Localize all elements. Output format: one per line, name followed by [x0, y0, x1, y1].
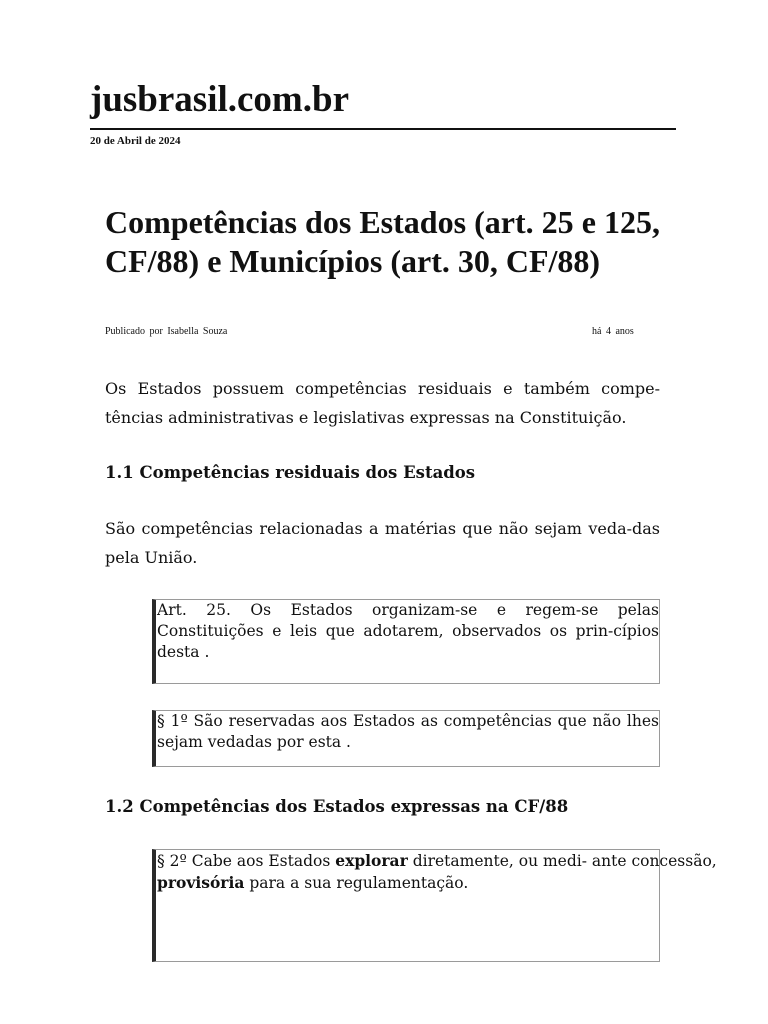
- site-name: jusbrasil.com.br: [90, 79, 349, 120]
- publication-date: 20 de Abril de 2024: [90, 135, 181, 147]
- intro-paragraph: Os Estados possuem competências residuais e também compe-tências administrativas e legislativas expressas na Constituição.: [105, 379, 660, 427]
- quote-line-1-suffix: diretamente, ou medi- ante concessão,: [407, 852, 717, 870]
- quote-line-2-suffix: para a sua regulamentação.: [244, 874, 469, 892]
- quote-art-25-text: Art. 25. Os Estados organizam-se e regem-se pelas Constituições e leis que adotarem, observados os prin-cípios desta .: [157, 601, 659, 661]
- quote-paragraph-2-line-1: [157, 850, 717, 872]
- quote-bold-explorar: explorar: [335, 851, 408, 870]
- residuais-paragraph: São competências relacionadas a matérias que não sejam veda-das pela União.: [105, 519, 660, 567]
- quote-paragraph-1: [152, 710, 660, 767]
- article-byline: Publicado por Isabella Souza: [105, 326, 228, 337]
- quote-art-25: [152, 599, 660, 684]
- quote-bold-provisoria: provisória: [157, 873, 245, 892]
- quote-line-1-prefix: § 2º Cabe aos Estados: [157, 852, 336, 870]
- article-age: há 4 anos: [592, 326, 634, 337]
- quote-paragraph-1-text: § 1º São reservadas aos Estados as competências que não lhes sejam vedadas por esta .: [157, 712, 659, 751]
- header-divider: [90, 128, 676, 130]
- section-heading-expressas: 1.2 Competências dos Estados expressas na CF/88: [105, 797, 569, 816]
- quote-paragraph-2: [152, 849, 717, 962]
- article-title: Competências dos Estados (art. 25 e 125, CF/88) e Municípios (art. 30, CF/88): [105, 204, 660, 279]
- quote-paragraph-2-line-2: [157, 872, 659, 894]
- section-heading-residuais: 1.1 Competências residuais dos Estados: [105, 463, 476, 482]
